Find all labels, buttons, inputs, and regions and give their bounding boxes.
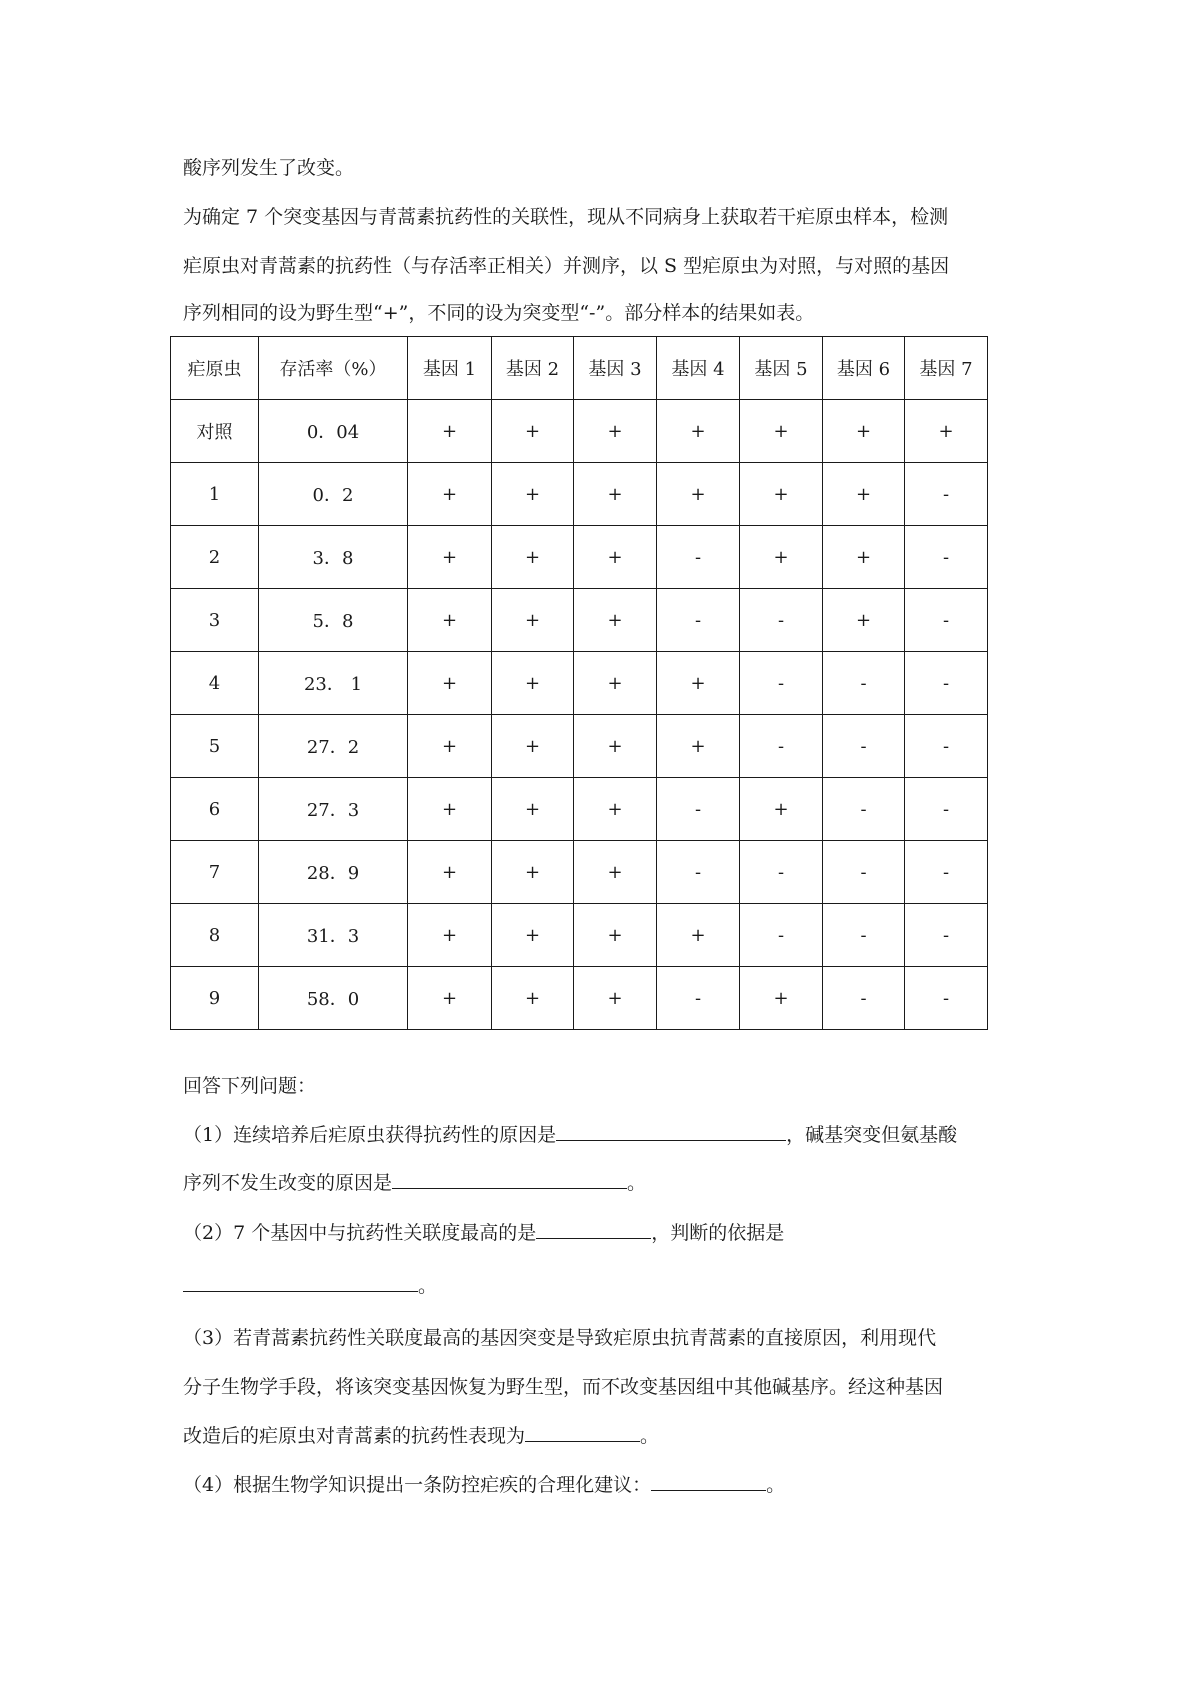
gene-status-cell: + bbox=[408, 715, 492, 778]
gene-status-cell: - bbox=[740, 589, 823, 652]
gene-status-cell: + bbox=[492, 526, 574, 589]
gene-status-cell: + bbox=[408, 967, 492, 1030]
table-row bbox=[171, 778, 988, 841]
paragraph-line: 酸序列发生了改变。 bbox=[183, 157, 355, 179]
survival-rate-cell: 28．9 bbox=[259, 841, 408, 904]
table-row bbox=[171, 652, 988, 715]
sample-cell: 9 bbox=[171, 967, 259, 1030]
gene-status-cell: - bbox=[905, 841, 988, 904]
gene-status-cell: - bbox=[905, 715, 988, 778]
gene-status-cell: - bbox=[740, 715, 823, 778]
gene-status-cell: + bbox=[492, 463, 574, 526]
header-cell: 存活率（%） bbox=[259, 337, 408, 400]
gene-status-cell: + bbox=[492, 652, 574, 715]
survival-rate-cell: 3．8 bbox=[259, 526, 408, 589]
question-text: ，碱基突变但氨基酸 bbox=[786, 1124, 958, 1146]
question-text: （1）连续培养后疟原虫获得抗药性的原因是 bbox=[183, 1124, 557, 1146]
gene-status-cell: - bbox=[905, 778, 988, 841]
gene-status-cell: + bbox=[408, 841, 492, 904]
question-text: 。 bbox=[627, 1172, 647, 1194]
question-2-line-1 bbox=[183, 1218, 784, 1248]
gene-status-cell: + bbox=[492, 967, 574, 1030]
sample-cell: 5 bbox=[171, 715, 259, 778]
survival-rate-cell: 0．2 bbox=[259, 463, 408, 526]
table-row bbox=[171, 400, 988, 463]
gene-status-cell: + bbox=[574, 715, 657, 778]
sample-cell: 7 bbox=[171, 841, 259, 904]
gene-status-cell: - bbox=[823, 778, 905, 841]
gene-status-cell: + bbox=[740, 463, 823, 526]
gene-status-cell: - bbox=[905, 526, 988, 589]
question-text: 。 bbox=[766, 1474, 786, 1496]
table-body bbox=[171, 400, 988, 1030]
questions-intro: 回答下列问题： bbox=[183, 1075, 317, 1097]
gene-status-cell: - bbox=[657, 841, 740, 904]
gene-status-cell: - bbox=[823, 715, 905, 778]
gene-status-cell: + bbox=[657, 400, 740, 463]
question-text: （4）根据生物学知识提出一条防控疟疾的合理化建议： bbox=[183, 1474, 652, 1496]
question-2-line-2 bbox=[183, 1271, 437, 1301]
gene-status-cell: + bbox=[740, 400, 823, 463]
sample-cell: 6 bbox=[171, 778, 259, 841]
answer-blank[interactable] bbox=[525, 1421, 640, 1442]
answer-blank[interactable] bbox=[392, 1168, 627, 1189]
question-text: 。 bbox=[640, 1425, 660, 1447]
survival-rate-cell: 31．3 bbox=[259, 904, 408, 967]
table-header-row bbox=[171, 337, 988, 400]
question-3-line-1: （3）若青蒿素抗药性关联度最高的基因突变是导致疟原虫抗青蒿素的直接原因，利用现代 bbox=[183, 1327, 937, 1349]
gene-status-cell: - bbox=[657, 778, 740, 841]
table-row bbox=[171, 526, 988, 589]
gene-status-cell: + bbox=[492, 715, 574, 778]
sample-cell: 8 bbox=[171, 904, 259, 967]
gene-status-cell: - bbox=[657, 589, 740, 652]
gene-status-cell: - bbox=[657, 967, 740, 1030]
gene-status-cell: - bbox=[905, 589, 988, 652]
gene-status-cell: - bbox=[905, 463, 988, 526]
table-row bbox=[171, 463, 988, 526]
paragraph-line: 序列相同的设为野生型“+”，不同的设为突变型“-”。部分样本的结果如表。 bbox=[183, 302, 815, 324]
table-row bbox=[171, 589, 988, 652]
question-text: ，判断的依据是 bbox=[651, 1222, 785, 1244]
question-1-line-1 bbox=[183, 1120, 957, 1150]
gene-status-cell: - bbox=[823, 841, 905, 904]
table-row bbox=[171, 841, 988, 904]
question-text: 改造后的疟原虫对青蒿素的抗药性表现为 bbox=[183, 1425, 526, 1447]
header-cell: 基因 7 bbox=[905, 337, 988, 400]
gene-status-cell: + bbox=[574, 967, 657, 1030]
answer-blank[interactable] bbox=[536, 1218, 651, 1239]
question-text: 序列不发生改变的原因是 bbox=[183, 1172, 393, 1194]
gene-status-cell: + bbox=[574, 400, 657, 463]
table-row bbox=[171, 904, 988, 967]
gene-status-cell: + bbox=[492, 778, 574, 841]
header-cell: 基因 6 bbox=[823, 337, 905, 400]
question-4-line-1 bbox=[183, 1470, 785, 1500]
sample-cell: 2 bbox=[171, 526, 259, 589]
gene-status-cell: - bbox=[823, 652, 905, 715]
answer-blank[interactable] bbox=[651, 1470, 766, 1491]
gene-status-cell: - bbox=[740, 904, 823, 967]
gene-status-cell: + bbox=[823, 400, 905, 463]
gene-status-cell: + bbox=[823, 526, 905, 589]
header-cell: 疟原虫 bbox=[171, 337, 259, 400]
gene-status-cell: + bbox=[574, 589, 657, 652]
sample-cell: 对照 bbox=[171, 400, 259, 463]
gene-status-cell: + bbox=[408, 463, 492, 526]
table-row bbox=[171, 715, 988, 778]
gene-status-cell: + bbox=[492, 904, 574, 967]
gene-status-cell: + bbox=[657, 904, 740, 967]
survival-rate-cell: 5．8 bbox=[259, 589, 408, 652]
question-1-line-2 bbox=[183, 1168, 646, 1198]
gene-status-cell: + bbox=[492, 589, 574, 652]
question-3-line-3 bbox=[183, 1421, 659, 1451]
gene-status-cell: + bbox=[657, 463, 740, 526]
paragraph-line: 疟原虫对青蒿素的抗药性（与存活率正相关）并测序，以 S 型疟原虫为对照，与对照的基因 bbox=[183, 255, 950, 277]
gene-status-cell: + bbox=[492, 400, 574, 463]
gene-status-cell: - bbox=[905, 904, 988, 967]
question-text: 。 bbox=[418, 1275, 438, 1297]
gene-status-cell: + bbox=[823, 463, 905, 526]
results-table bbox=[170, 336, 988, 1030]
survival-rate-cell: 27．2 bbox=[259, 715, 408, 778]
sample-cell: 4 bbox=[171, 652, 259, 715]
gene-status-cell: + bbox=[408, 589, 492, 652]
header-cell: 基因 3 bbox=[574, 337, 657, 400]
survival-rate-cell: 58．0 bbox=[259, 967, 408, 1030]
gene-status-cell: + bbox=[823, 589, 905, 652]
gene-status-cell: + bbox=[574, 778, 657, 841]
gene-status-cell: + bbox=[574, 652, 657, 715]
answer-blank[interactable] bbox=[556, 1120, 786, 1141]
gene-status-cell: + bbox=[740, 778, 823, 841]
gene-status-cell: + bbox=[408, 904, 492, 967]
survival-rate-cell: 23． 1 bbox=[259, 652, 408, 715]
gene-status-cell: - bbox=[740, 652, 823, 715]
header-cell: 基因 5 bbox=[740, 337, 823, 400]
gene-status-cell: + bbox=[740, 526, 823, 589]
question-text: （2）7 个基因中与抗药性关联度最高的是 bbox=[183, 1222, 537, 1244]
gene-status-cell: + bbox=[408, 652, 492, 715]
sample-cell: 1 bbox=[171, 463, 259, 526]
gene-status-cell: - bbox=[657, 526, 740, 589]
gene-status-cell: + bbox=[740, 967, 823, 1030]
gene-status-cell: + bbox=[408, 526, 492, 589]
gene-status-cell: - bbox=[905, 652, 988, 715]
gene-status-cell: + bbox=[574, 463, 657, 526]
gene-status-cell: + bbox=[657, 652, 740, 715]
survival-rate-cell: 0．04 bbox=[259, 400, 408, 463]
header-cell: 基因 2 bbox=[492, 337, 574, 400]
table-row bbox=[171, 967, 988, 1030]
header-cell: 基因 4 bbox=[657, 337, 740, 400]
gene-status-cell: + bbox=[905, 400, 988, 463]
sample-cell: 3 bbox=[171, 589, 259, 652]
gene-status-cell: + bbox=[574, 526, 657, 589]
gene-status-cell: - bbox=[823, 967, 905, 1030]
gene-status-cell: + bbox=[574, 904, 657, 967]
header-cell: 基因 1 bbox=[408, 337, 492, 400]
answer-blank[interactable] bbox=[183, 1271, 418, 1292]
gene-status-cell: + bbox=[408, 778, 492, 841]
gene-status-cell: + bbox=[492, 841, 574, 904]
gene-status-cell: + bbox=[574, 841, 657, 904]
question-3-line-2: 分子生物学手段，将该突变基因恢复为野生型，而不改变基因组中其他碱基序。经这种基因 bbox=[183, 1376, 944, 1398]
gene-status-cell: - bbox=[740, 841, 823, 904]
gene-status-cell: + bbox=[657, 715, 740, 778]
gene-status-cell: - bbox=[905, 967, 988, 1030]
survival-rate-cell: 27．3 bbox=[259, 778, 408, 841]
gene-status-cell: + bbox=[408, 400, 492, 463]
gene-status-cell: - bbox=[823, 904, 905, 967]
paragraph-line: 为确定 7 个突变基因与青蒿素抗药性的关联性，现从不同病身上获取若干疟原虫样本，检测 bbox=[183, 206, 949, 228]
